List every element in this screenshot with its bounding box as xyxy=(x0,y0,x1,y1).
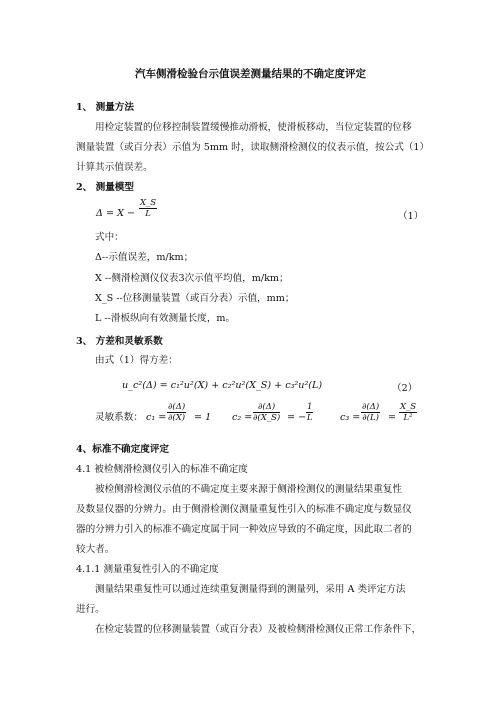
c2-lhs: c₂ = xyxy=(232,412,253,423)
equation-1-lhs: Δ = X − xyxy=(96,208,135,219)
equation-2: u_c²(Δ) = c₁²u²(X) + c₂²u²(X_S) + c₃²u²(L) xyxy=(122,380,323,391)
fraction-denominator: L xyxy=(145,209,151,219)
document-title: 汽车侧滑检验台示值误差测量结果的不确定度评定 xyxy=(135,68,366,80)
equation-1-number: （1） xyxy=(398,211,424,222)
paragraph-line: 测量装置（或百分表）示值为 5mm 时，读取侧滑检测仪的仪表示值，按公式（1） xyxy=(76,142,430,153)
fraction-denominator: L² xyxy=(403,413,413,423)
fraction-numerator: X_S xyxy=(140,198,157,208)
c2-fraction xyxy=(253,402,280,423)
fraction-numerator: ∂(Δ) xyxy=(253,402,280,413)
subsection-4-1-1-heading: 4.1.1 测量重复性引入的不确定度 xyxy=(76,564,219,575)
fraction-denominator: ∂(X_S) xyxy=(253,413,281,423)
fraction-numerator: X_S xyxy=(400,402,417,412)
c3-rhs-fraction xyxy=(399,402,417,423)
fraction-numerator: ∂(Δ) xyxy=(362,402,380,412)
section-2-heading: 2、 测量模型 xyxy=(76,182,134,193)
fraction-denominator: ∂(X) xyxy=(168,413,186,423)
c1-rhs: = 1 xyxy=(194,412,212,423)
c2-rhs-sign: = − xyxy=(287,412,307,423)
variable-def: Δ--示值误差，m/km； xyxy=(95,252,194,263)
fraction-denominator: L xyxy=(306,413,313,423)
paragraph-line: 较大者。 xyxy=(76,544,115,555)
paragraph-line: 用检定装置的位移控制装置缓慢推动滑板，使滑板移动，当位定装置的位移 xyxy=(95,122,412,133)
equation-2-number: （2） xyxy=(392,383,418,394)
section-4-heading: 4、标准不确定度评定 xyxy=(76,444,170,455)
c1-fraction xyxy=(167,402,186,423)
fraction-numerator: ∂(Δ) xyxy=(168,402,186,412)
variable-def: L --滑板纵向有效测量长度，m。 xyxy=(95,313,236,324)
subsection-4-1-heading: 4.1 被检侧滑检测仪引入的标准不确定度 xyxy=(76,464,248,475)
equation-1-fraction xyxy=(139,198,157,219)
variable-def: X --侧滑检测仪仪表3次示值平均值，m/km； xyxy=(95,273,289,284)
paragraph-line: 进行。 xyxy=(76,604,105,615)
paragraph-line: 由式（1）得方差： xyxy=(95,355,178,366)
paragraph-line: 测量结果重复性可以通过连续重复测量得到的测量列，采用 A 类评定方法 xyxy=(95,584,406,595)
section-3-heading: 3、 方差和灵敏系数 xyxy=(76,336,163,347)
fraction-denominator: ∂(L) xyxy=(362,413,379,423)
c1-lhs: c₁ = xyxy=(146,412,167,423)
c3-rhs-sign: = xyxy=(388,412,397,423)
c2-rhs-fraction xyxy=(306,402,313,423)
where-label: 式中： xyxy=(95,232,124,243)
paragraph-line: 在检定装置的位移测量装置（或百分表）及被检侧滑检测仪正常工作条件下， xyxy=(95,624,422,635)
sensitivity-label: 灵敏系数： xyxy=(95,412,143,423)
variable-def: X_S --位移测量装置（或百分表）示值，mm； xyxy=(95,293,295,304)
paragraph-line: 被检侧滑检测仪示值的不确定度主要来源于侧滑检测仪的测量结果重复性 xyxy=(95,484,402,495)
section-1-heading: 1、 测量方法 xyxy=(76,102,134,113)
paragraph-line: 器的分辨力引入的标准不确定度属于同一种效应导致的不确定度，因此取二者的 xyxy=(76,524,412,535)
fraction-numerator: 1 xyxy=(307,402,313,412)
c3-lhs: c₃ = xyxy=(340,412,361,423)
paragraph-line: 计算其示值误差。 xyxy=(76,162,153,173)
paragraph-line: 及数显仪器的分辨力。由于侧滑检测仪测量重复性引入的标准不确定度与数显仪 xyxy=(76,504,412,515)
c3-fraction xyxy=(361,402,380,423)
